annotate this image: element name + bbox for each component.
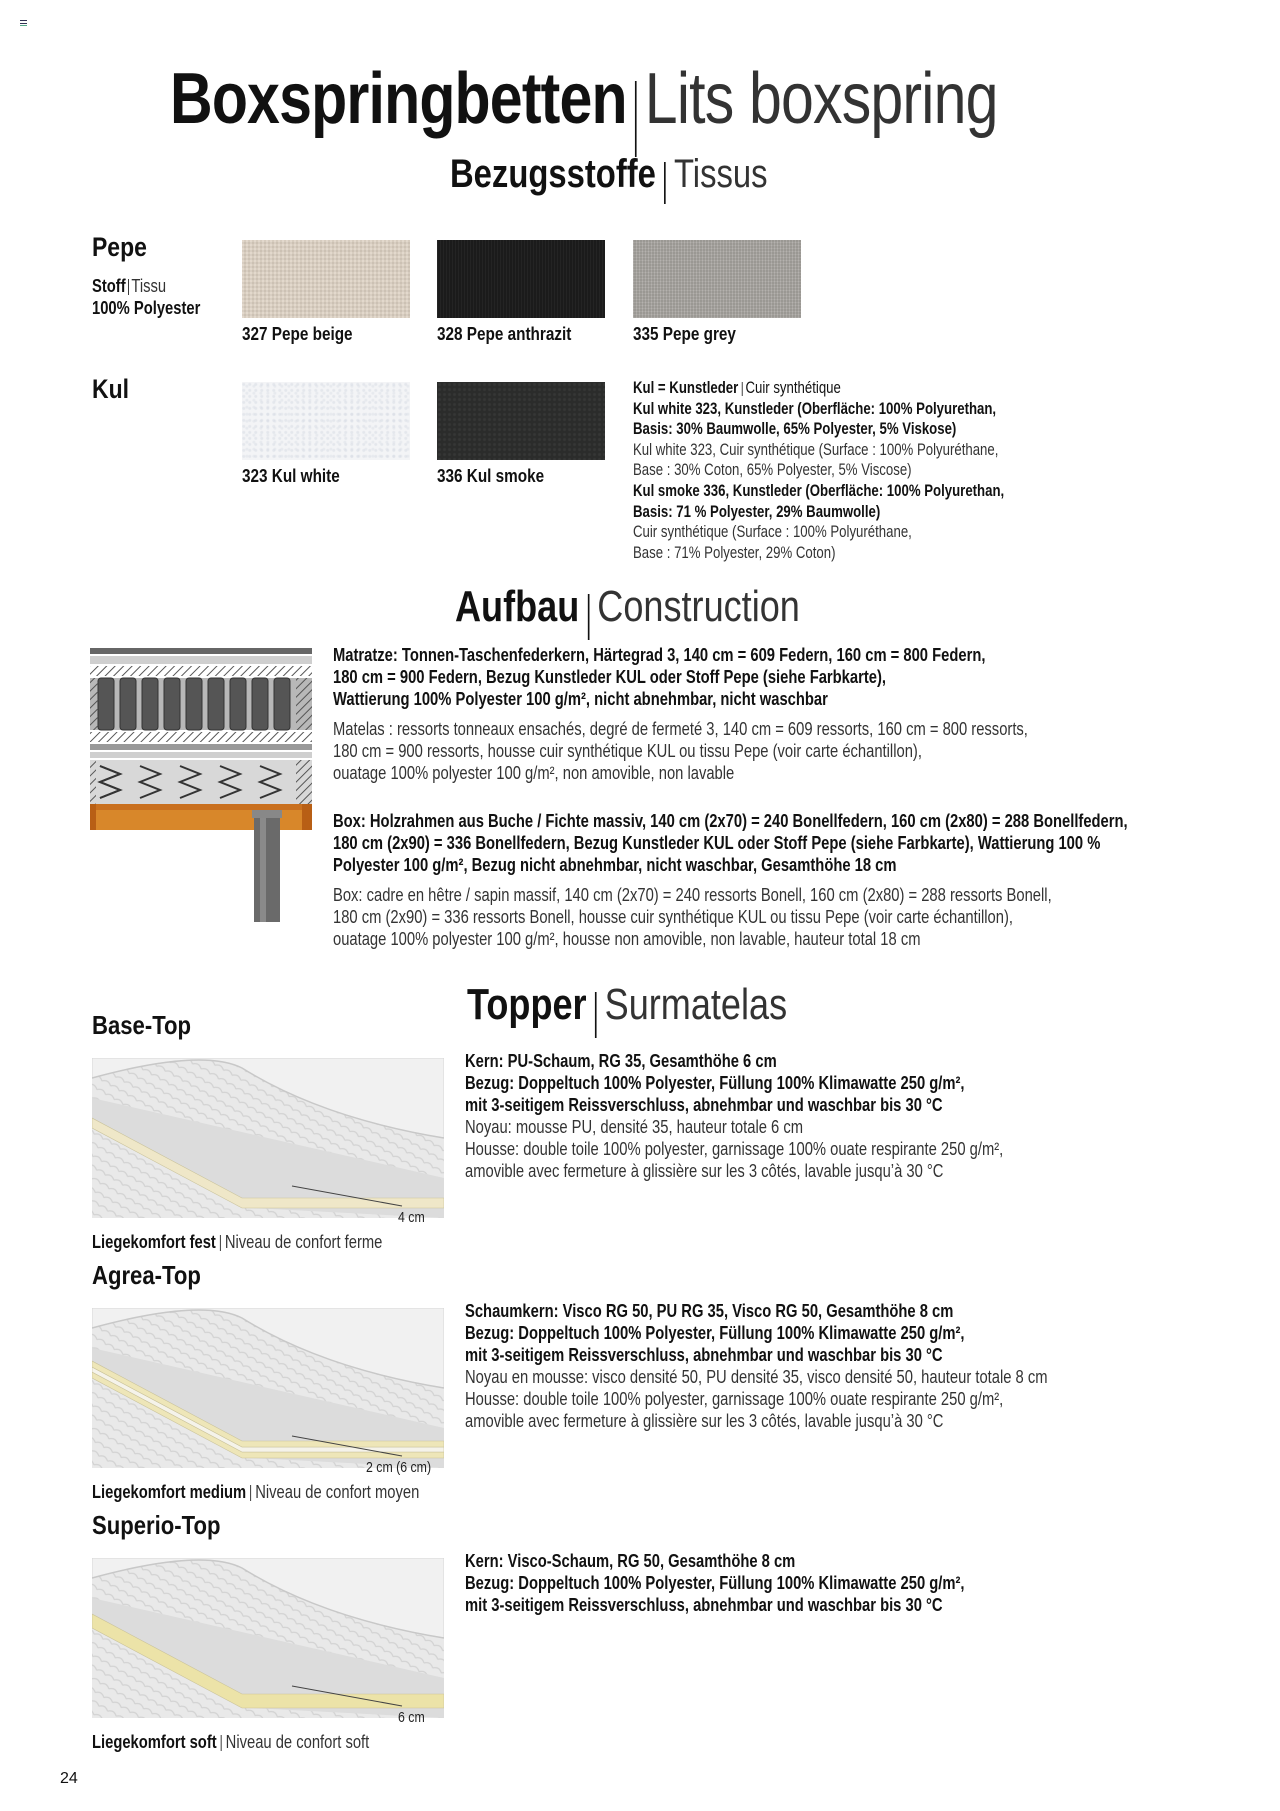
kul-description: Kul = Kunstleder Cuir synthétique Kul white 323, Kunstleder (Oberfläche: 100% Polyurethan, Basis: 30% Baumwolle, 65% Polyester, 5% Viskose) Kul white 323, Cuir synthétique (Surface : 100% Polyuréthane, Base : 30% Coton, 65% Polyester, 5% Viscose) Kul smoke 336, Kunstleder (Oberfläche: 100% Polyurethan, Basis: 71 % Polyester, 29% Baumwolle) Cuir synthétique (Surface : 100% Polyuréthane, Base : 71% Polyester, 29% Coton) [633,379,1005,562]
fabric-pepe-composition: 100% Polyester [92,298,201,318]
topper-description [465,1050,1003,1182]
topper-name: Agrea-Top [92,1260,201,1290]
swatch-label-pepe-anthrazit: 328 Pepe anthrazit [437,324,572,344]
section-fabrics-title: Bezugsstoffe Tissus [450,152,837,204]
topper-line-fr: amovible avec fermeture à glissière sur les 3 côtés, lavable jusqu’à 30 °C [465,1161,944,1181]
fabric-pepe-name: Pepe [92,232,147,262]
topper-comfort-level: Liegekomfort fest Niveau de confort ferme [92,1232,383,1252]
pocket-springs [98,678,290,730]
swatch-label-kul-smoke: 336 Kul smoke [437,466,545,486]
page-title [170,58,1179,157]
kul-description-line: Base : 30% Coton, 65% Polyester, 5% Viscose) [633,461,912,480]
mattress-line-de: Wattierung 100% Polyester 100 g/m², nicht abnehmbar, nicht waschbar [333,689,828,709]
mattress-line-de: Matratze: Tonnen-Taschenfederkern, Härtegrad 3, 140 cm = 609 Federn, 160 cm = 800 Federn, [333,645,986,665]
box-description [333,810,1128,950]
topper-line-de: mit 3-seitigem Reissverschluss, abnehmbar und waschbar bis 30 °C [465,1095,943,1115]
topper-description [465,1300,1048,1432]
topper-line-fr: amovible avec fermeture à glissière sur les 3 côtés, lavable jusqu’à 30 °C [465,1411,944,1431]
kul-description-line: Kul smoke 336, Kunstleder (Oberfläche: 100% Polyurethan, [633,481,1005,500]
box-line-fr: Box: cadre en hêtre / sapin massif, 140 cm (2x70) = 240 ressorts Bonell, 160 cm (2x80) = 288 ressorts Bonell, [333,885,1052,905]
kul-description-line: Basis: 30% Baumwolle, 65% Polyester, 5% Viskose) [633,420,957,439]
topper-line-fr: Noyau: mousse PU, densité 35, hauteur totale 6 cm [465,1117,804,1137]
title-divider [635,81,637,157]
swatch-pepe-anthrazit [437,240,605,318]
page-number: 24 [60,1770,78,1787]
fabric-kul-name: Kul [92,374,129,404]
topper-line-de: mit 3-seitigem Reissverschluss, abnehmbar und waschbar bis 30 °C [465,1595,943,1615]
topper-name: Base-Top [92,1010,192,1040]
construction-illustration [90,648,314,924]
swatch-label-kul-white: 323 Kul white [242,466,340,486]
box-line-de: 180 cm (2x90) = 336 Bonellfedern, Bezug Kunstleder KUL oder Stoff Pepe (siehe Farbkarte), Wattierung 100 % [333,833,1101,853]
topper-line-de: Kern: Visco-Schaum, RG 50, Gesamthöhe 8 cm [465,1551,796,1571]
fabric-pepe-type: Stoff Tissu [92,276,167,296]
topper-line-de: Bezug: Doppeltuch 100% Polyester, Füllung 100% Klimawatte 250 g/m², [465,1323,965,1343]
box-line-fr: 180 cm (2x90) = 336 ressorts Bonell, housse cuir synthétique KUL ou tissu Pepe (voir carte échantillon), [333,907,1013,927]
topper-illustration [92,1058,444,1218]
topper-line-de: Schaumkern: Visco RG 50, PU RG 35, Visco RG 50, Gesamthöhe 8 cm [465,1301,954,1321]
kul-description-lines [633,399,1004,564]
topper-name: Superio-Top [92,1510,221,1540]
section-construction-title: Aufbau Construction [455,582,876,640]
swatch-kul-white [242,382,410,460]
box-line-de: Polyester 100 g/m², Bezug nicht abnehmbar, nicht waschbar, Gesamthöhe 18 cm [333,855,897,875]
topper-line-de: Bezug: Doppeltuch 100% Polyester, Füllung 100% Klimawatte 250 g/m², [465,1073,965,1093]
topper-line-de: mit 3-seitigem Reissverschluss, abnehmbar und waschbar bis 30 °C [465,1345,943,1365]
kul-description-line: Basis: 71 % Polyester, 29% Baumwolle) [633,502,881,521]
topper-comfort-level: Liegekomfort medium Niveau de confort moyen [92,1482,420,1502]
topper-comfort-level: Liegekomfort soft Niveau de confort soft [92,1732,370,1752]
swatch-pepe-beige [242,240,410,318]
swatch-kul-smoke [437,382,605,460]
kul-description-line: Base : 71% Polyester, 29% Coton) [633,543,836,562]
section-topper-title: Topper Surmatelas [467,980,857,1038]
box-line-de: Box: Holzrahmen aus Buche / Fichte massiv, 140 cm (2x70) = 240 Bonellfedern, 160 cm (2x80) = 288 Bonellfedern, [333,811,1128,831]
topper-line-de: Bezug: Doppeltuch 100% Polyester, Füllung 100% Klimawatte 250 g/m², [465,1573,965,1593]
topper-dimension: 6 cm [398,1710,425,1726]
swatch-label-pepe-beige: 327 Pepe beige [242,324,353,344]
topper-line-fr: Noyau en mousse: visco densité 50, PU densité 35, visco densité 50, hauteur totale 8 cm [465,1367,1048,1387]
kul-description-line: Kul white 323, Kunstleder (Oberfläche: 100% Polyurethan, [633,399,997,418]
topper-illustration [92,1558,444,1718]
title-fr: Lits boxspring [644,59,998,139]
title-de: Boxspringbetten [170,59,627,139]
topper-line-fr: Housse: double toile 100% polyester, garnissage 100% ouate respirante 250 g/m², [465,1139,1004,1159]
box-line-fr: ouatage 100% polyester 100 g/m², housse non amovible, non lavable, hauteur total 18 cm [333,929,921,949]
mattress-line-fr: 180 cm = 900 ressorts, housse cuir synthétique KUL ou tissu Pepe (voir carte échantillon), [333,741,922,761]
mattress-description [333,644,1028,784]
topper-illustration [92,1308,444,1468]
topper-line-fr: Housse: double toile 100% polyester, garnissage 100% ouate respirante 250 g/m², [465,1389,1004,1409]
mattress-line-fr: Matelas : ressorts tonneaux ensachés, degré de fermeté 3, 140 cm = 609 ressorts, 160 cm = 800 ressorts, [333,719,1028,739]
topper-description [465,1550,965,1616]
kul-description-line: Kul white 323, Cuir synthétique (Surface : 100% Polyuréthane, [633,440,999,459]
topper-dimension: 2 cm (6 cm) [366,1460,432,1476]
menu-icon [20,20,27,26]
swatch-pepe-grey [633,240,801,318]
mattress-line-fr: ouatage 100% polyester 100 g/m², non amovible, non lavable [333,763,735,783]
kul-description-line: Cuir synthétique (Surface : 100% Polyuréthane, [633,523,912,542]
swatch-label-pepe-grey: 335 Pepe grey [633,324,736,344]
topper-dimension: 4 cm [398,1210,425,1226]
topper-line-de: Kern: PU-Schaum, RG 35, Gesamthöhe 6 cm [465,1051,777,1071]
mattress-line-de: 180 cm = 900 Federn, Bezug Kunstleder KUL oder Stoff Pepe (siehe Farbkarte), [333,667,886,687]
